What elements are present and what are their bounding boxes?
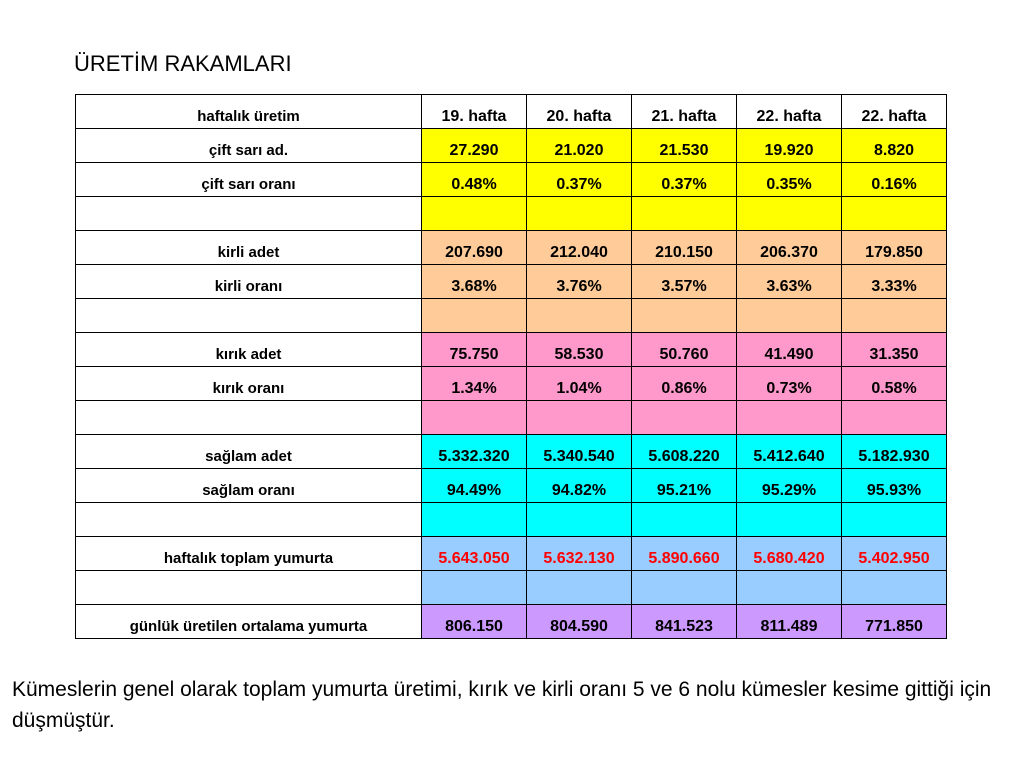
value-cell <box>632 197 737 231</box>
value-cell: 5.608.220 <box>632 435 737 469</box>
value-cell: 206.370 <box>737 231 842 265</box>
value-cell <box>422 401 527 435</box>
value-cell <box>527 299 632 333</box>
header-cell-week: 22. hafta <box>842 95 947 129</box>
table-row <box>76 367 947 401</box>
table-row <box>76 265 947 299</box>
value-cell <box>842 503 947 537</box>
value-cell: 841.523 <box>632 605 737 639</box>
row-label: kırık adet <box>76 333 422 367</box>
table-row <box>76 333 947 367</box>
value-cell: 5.680.420 <box>737 537 842 571</box>
value-cell: 75.750 <box>422 333 527 367</box>
value-cell <box>527 197 632 231</box>
value-cell: 1.34% <box>422 367 527 401</box>
header-cell-week: 19. hafta <box>422 95 527 129</box>
table-row <box>76 163 947 197</box>
table-row <box>76 503 947 537</box>
value-cell <box>422 197 527 231</box>
value-cell: 0.16% <box>842 163 947 197</box>
value-cell: 8.820 <box>842 129 947 163</box>
table-row <box>76 435 947 469</box>
table-row <box>76 537 947 571</box>
value-cell: 3.63% <box>737 265 842 299</box>
value-cell: 0.58% <box>842 367 947 401</box>
row-label <box>76 197 422 231</box>
header-cell-week: 20. hafta <box>527 95 632 129</box>
value-cell: 0.73% <box>737 367 842 401</box>
value-cell: 95.21% <box>632 469 737 503</box>
value-cell: 5.412.640 <box>737 435 842 469</box>
value-cell: 95.93% <box>842 469 947 503</box>
value-cell <box>422 571 527 605</box>
value-cell: 212.040 <box>527 231 632 265</box>
value-cell: 5.332.320 <box>422 435 527 469</box>
value-cell: 27.290 <box>422 129 527 163</box>
value-cell: 50.760 <box>632 333 737 367</box>
value-cell: 0.86% <box>632 367 737 401</box>
value-cell: 5.340.540 <box>527 435 632 469</box>
value-cell: 1.04% <box>527 367 632 401</box>
table-row <box>76 605 947 639</box>
value-cell: 210.150 <box>632 231 737 265</box>
value-cell <box>527 401 632 435</box>
row-label: günlük üretilen ortalama yumurta <box>76 605 422 639</box>
value-cell <box>842 299 947 333</box>
value-cell: 3.68% <box>422 265 527 299</box>
row-label: çift sarı ad. <box>76 129 422 163</box>
value-cell: 19.920 <box>737 129 842 163</box>
value-cell: 207.690 <box>422 231 527 265</box>
row-label <box>76 571 422 605</box>
production-table <box>75 94 947 639</box>
value-cell: 94.49% <box>422 469 527 503</box>
row-label <box>76 401 422 435</box>
row-label: kirli adet <box>76 231 422 265</box>
table-row <box>76 299 947 333</box>
table-row <box>76 469 947 503</box>
value-cell <box>737 197 842 231</box>
value-cell: 179.850 <box>842 231 947 265</box>
value-cell: 5.402.950 <box>842 537 947 571</box>
value-cell: 5.182.930 <box>842 435 947 469</box>
value-cell: 5.643.050 <box>422 537 527 571</box>
value-cell <box>527 571 632 605</box>
value-cell: 3.76% <box>527 265 632 299</box>
row-label <box>76 299 422 333</box>
row-label: sağlam oranı <box>76 469 422 503</box>
row-label: çift sarı oranı <box>76 163 422 197</box>
value-cell: 3.33% <box>842 265 947 299</box>
value-cell <box>632 299 737 333</box>
value-cell: 804.590 <box>527 605 632 639</box>
value-cell: 811.489 <box>737 605 842 639</box>
header-cell-label: haftalık üretim <box>76 95 422 129</box>
value-cell <box>737 503 842 537</box>
value-cell <box>737 401 842 435</box>
table-row <box>76 197 947 231</box>
value-cell: 21.530 <box>632 129 737 163</box>
table-header-row <box>76 95 947 129</box>
value-cell: 0.48% <box>422 163 527 197</box>
value-cell <box>842 197 947 231</box>
row-label: haftalık toplam yumurta <box>76 537 422 571</box>
value-cell: 31.350 <box>842 333 947 367</box>
footnote-text: Kümeslerin genel olarak toplam yumurta üretimi, kırık ve kirli oranı 5 ve 6 nolu kümesler kesime gittiği için düşmüştür. <box>12 678 992 732</box>
value-cell: 5.890.660 <box>632 537 737 571</box>
value-cell: 41.490 <box>737 333 842 367</box>
header-cell-week: 22. hafta <box>737 95 842 129</box>
value-cell: 95.29% <box>737 469 842 503</box>
value-cell: 94.82% <box>527 469 632 503</box>
value-cell: 771.850 <box>842 605 947 639</box>
value-cell <box>737 299 842 333</box>
row-label: kırık oranı <box>76 367 422 401</box>
value-cell: 0.35% <box>737 163 842 197</box>
table-row <box>76 401 947 435</box>
row-label: kirli oranı <box>76 265 422 299</box>
value-cell <box>422 503 527 537</box>
value-cell: 806.150 <box>422 605 527 639</box>
value-cell <box>632 401 737 435</box>
value-cell <box>632 571 737 605</box>
value-cell <box>422 299 527 333</box>
value-cell <box>737 571 842 605</box>
value-cell: 0.37% <box>527 163 632 197</box>
value-cell <box>842 571 947 605</box>
header-cell-week: 21. hafta <box>632 95 737 129</box>
value-cell: 3.57% <box>632 265 737 299</box>
value-cell <box>527 503 632 537</box>
row-label: sağlam adet <box>76 435 422 469</box>
row-label <box>76 503 422 537</box>
table-row <box>76 231 947 265</box>
value-cell: 58.530 <box>527 333 632 367</box>
page-title: ÜRETİM RAKAMLARI <box>74 51 292 76</box>
table-row <box>76 571 947 605</box>
value-cell: 5.632.130 <box>527 537 632 571</box>
value-cell: 21.020 <box>527 129 632 163</box>
value-cell <box>842 401 947 435</box>
value-cell: 0.37% <box>632 163 737 197</box>
table-row <box>76 129 947 163</box>
value-cell <box>632 503 737 537</box>
